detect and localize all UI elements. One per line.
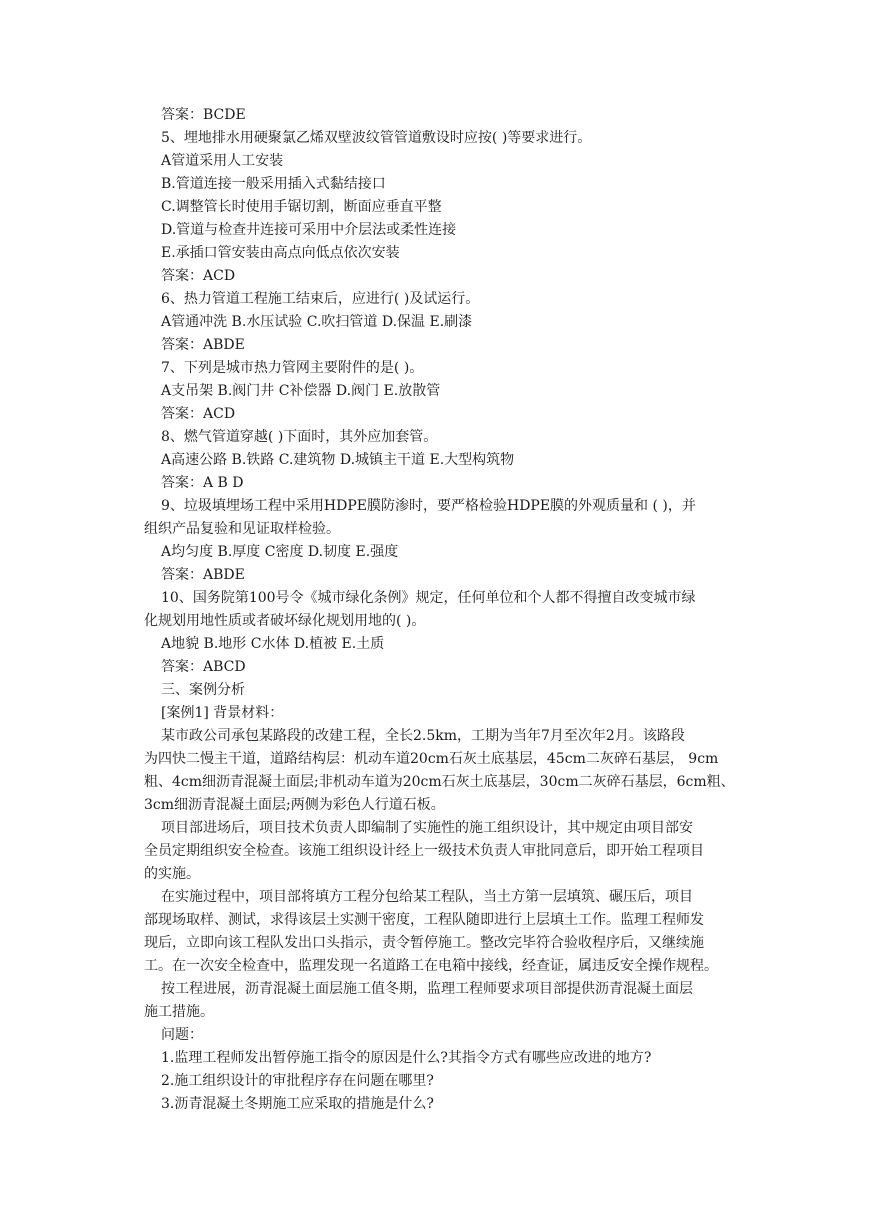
- text-line: 全员定期组织安全检查。该施工组织设计经上一级技术负责人审批同意后，即开始工程项目: [144, 843, 704, 859]
- text-line: 10、国务院第100号令《城市绿化条例》规定，任何单位和个人都不得擅自改变城市绿: [161, 590, 696, 606]
- text-line: 答案：ACD: [161, 268, 236, 284]
- text-line: 答案：BCDE: [161, 107, 246, 123]
- text-line: 3.沥青混凝土冬期施工应采取的措施是什么?: [161, 1096, 434, 1112]
- text-line: 5、埋地排水用硬聚氯乙烯双壁波纹管管道敷设时应按( )等要求进行。: [161, 130, 592, 146]
- text-line: 6、热力管道工程施工结束后，应进行( )及试运行。: [161, 291, 480, 307]
- text-line: 工。在一次安全检查中，监理发现一名道路工在电箱中接线，经查证，属违反安全操作规程。: [144, 958, 718, 974]
- text-line: 化规划用地性质或者破坏绿化规划用地的( )。: [144, 613, 426, 629]
- text-line: 现后，立即向该工程队发出口头指示，责令暂停施工。整改完毕符合验收程序后，又继续施: [144, 935, 704, 951]
- text-line: 为四快二慢主干道，道路结构层：机动车道20cm石灰土底基层，45cm二灰碎石基层， 9cm: [144, 751, 719, 767]
- text-line: 某市政公司承包某路段的改建工程，全长2.5km，工期为当年7月至次年2月。该路段: [161, 728, 685, 744]
- text-line: D.管道与检查井连接可采用中介层法或柔性连接: [161, 222, 457, 238]
- text-line: 答案：ABDE: [161, 337, 245, 353]
- text-line: 的实施。: [144, 866, 200, 882]
- text-line: 3cm细沥青混凝土面层;两侧为彩色人行道石板。: [144, 797, 445, 813]
- text-line: 答案：ABCD: [161, 659, 246, 675]
- text-line: 施工措施。: [144, 1004, 214, 1020]
- text-line: A支吊架 B.阀门井 C补偿器 D.阀门 E.放散管: [161, 383, 441, 399]
- text-line: 问题：: [161, 1027, 203, 1043]
- text-line: A管道采用人工安装: [161, 153, 284, 169]
- text-line: 三、案例分析: [161, 682, 245, 698]
- text-line: 粗、4cm细沥青混凝土面层;非机动车道为20cm石灰土底基层，30cm二灰碎石基层，6cm粗、: [144, 774, 735, 790]
- text-line: A管通冲洗 B.水压试验 C.吹扫管道 D.保温 E.刷漆: [161, 314, 473, 330]
- text-line: 2.施工组织设计的审批程序存在问题在哪里?: [161, 1073, 434, 1089]
- text-line: C.调整管长时使用手锯切割，断面应垂直平整: [161, 199, 442, 215]
- text-line: A均匀度 B.厚度 C密度 D.韧度 E.强度: [161, 544, 399, 560]
- text-line: 8、燃气管道穿越( )下面时，其外应加套管。: [161, 429, 438, 445]
- text-line: [案例1] 背景材料：: [161, 705, 284, 721]
- text-line: 答案：ACD: [161, 406, 236, 422]
- text-line: 按工程进展，沥青混凝土面层施工值冬期，监理工程师要求项目部提供沥青混凝土面层: [161, 981, 693, 997]
- text-line: 部现场取样、测试，求得该层土实测干密度，工程队随即进行上层填土工作。监理工程师发: [144, 912, 704, 928]
- document-body: [144, 104, 735, 1116]
- text-line: 7、下列是城市热力管网主要附件的是( )。: [161, 360, 424, 376]
- text-line: A高速公路 B.铁路 C.建筑物 D.城镇主干道 E.大型构筑物: [161, 452, 515, 468]
- text-line: B.管道连接一般采用插入式黏结接口: [161, 176, 386, 192]
- text-line: 组织产品复验和见证取样检验。: [144, 521, 340, 537]
- text-line: 答案：A B D: [161, 475, 244, 491]
- text-line: 1.监理工程师发出暂停施工指令的原因是什么?其指令方式有哪些应改进的地方?: [161, 1050, 652, 1066]
- text-line: 9、垃圾填埋场工程中采用HDPE膜防渗时，要严格检验HDPE膜的外观质量和 ( )，并: [161, 498, 696, 514]
- text-line: 项目部进场后，项目技术负责人即编制了实施性的施工组织设计，其中规定由项目部安: [161, 820, 693, 836]
- text-line: 在实施过程中，项目部将填方工程分包给某工程队，当土方第一层填筑、碾压后，项目: [161, 889, 693, 905]
- text-line: A地貌 B.地形 C水体 D.植被 E.土质: [161, 636, 385, 652]
- text-line: 答案：ABDE: [161, 567, 245, 583]
- text-line: E.承插口管安装由高点向低点依次安装: [161, 245, 400, 261]
